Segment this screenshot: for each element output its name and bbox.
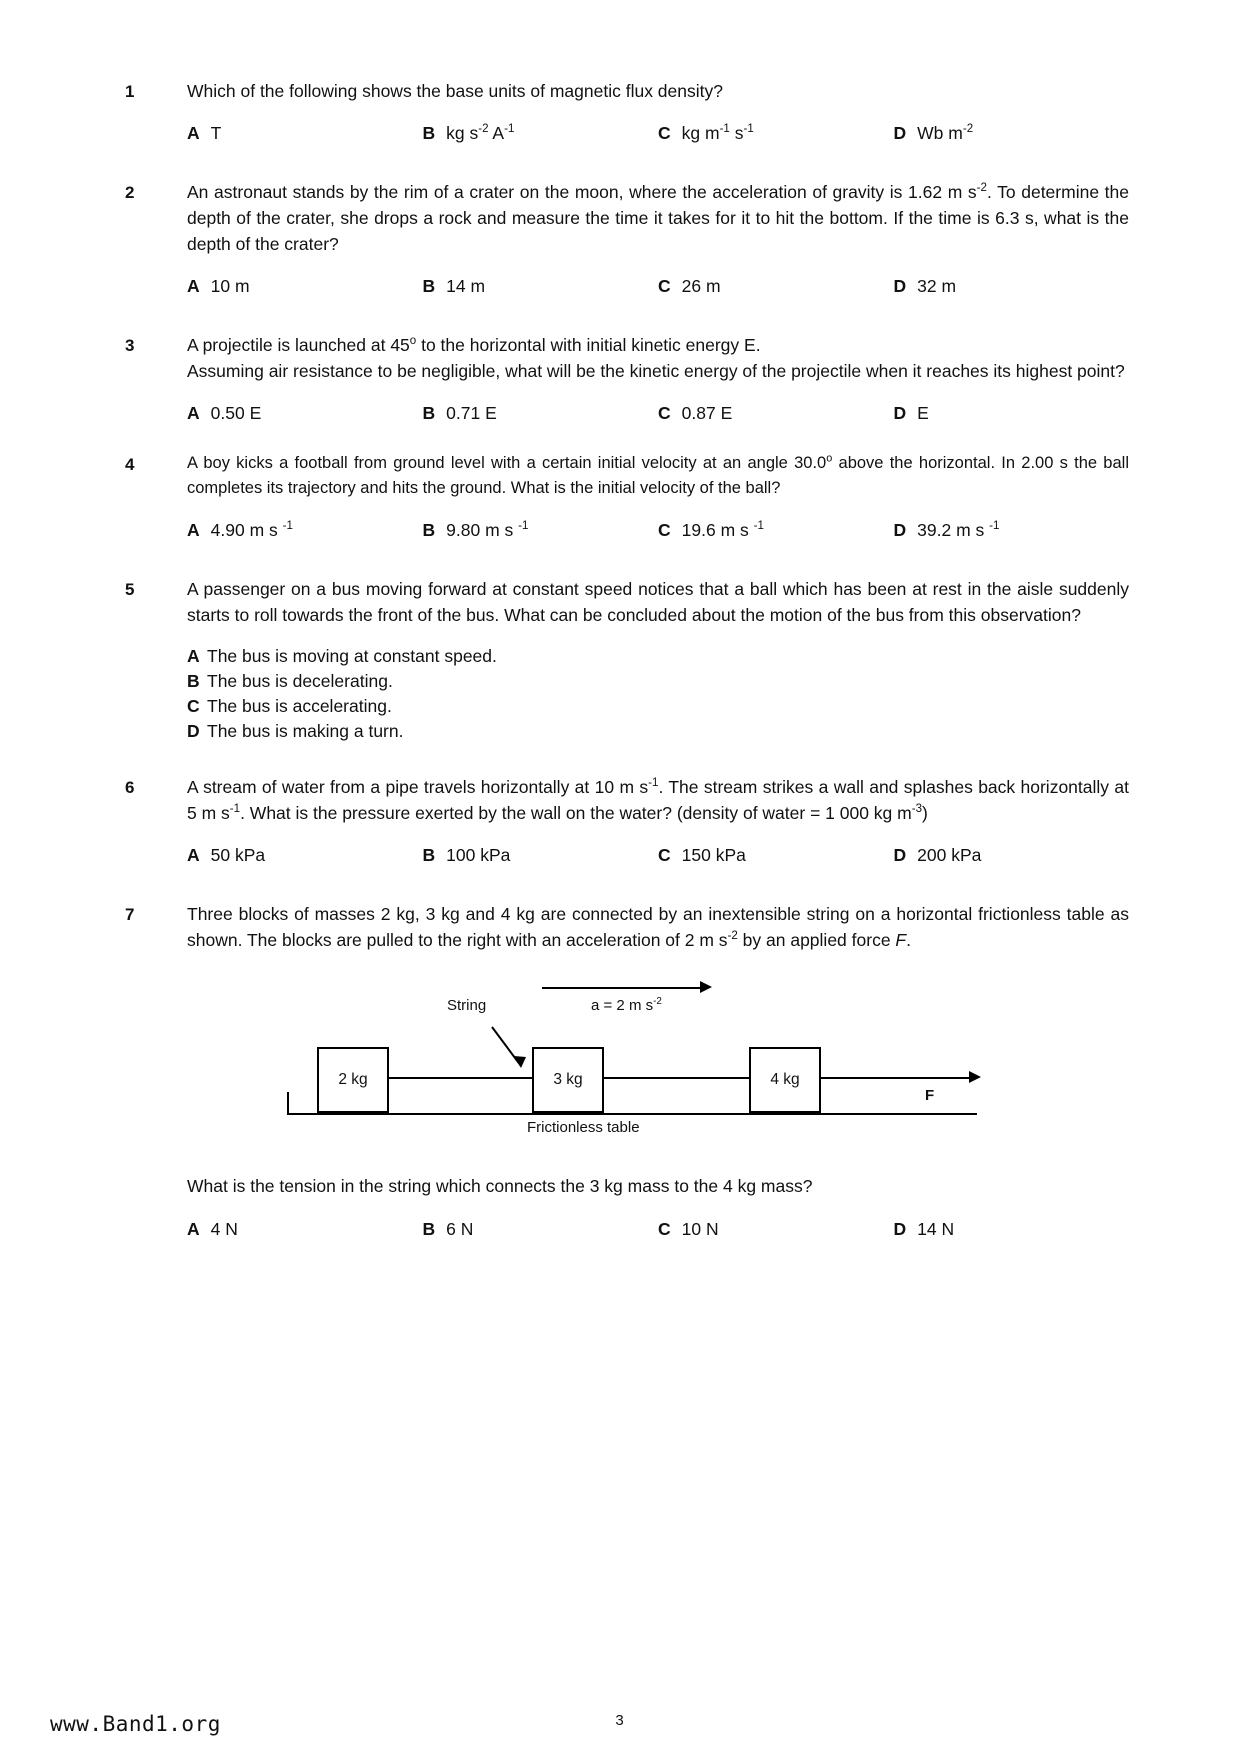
option-text: 10 N bbox=[681, 1218, 719, 1239]
option-a[interactable] bbox=[187, 121, 423, 145]
option-text: 6 N bbox=[446, 1218, 474, 1239]
option-text: 150 kPa bbox=[681, 845, 746, 865]
option-label: B bbox=[422, 123, 436, 143]
question-number: 6 bbox=[125, 778, 135, 797]
question-number: 5 bbox=[125, 580, 135, 599]
option-a[interactable] bbox=[187, 518, 423, 542]
option-b[interactable] bbox=[423, 121, 659, 145]
option-label: B bbox=[422, 1218, 436, 1239]
string-line bbox=[382, 1077, 972, 1079]
acceleration-arrow-line bbox=[542, 987, 702, 989]
option-b[interactable] bbox=[423, 274, 659, 298]
option-label: B bbox=[422, 276, 436, 296]
option-a[interactable] bbox=[187, 401, 423, 425]
option-label: A bbox=[187, 403, 200, 423]
question-number: 7 bbox=[125, 905, 135, 924]
block-4kg: 4 kg bbox=[749, 1047, 821, 1113]
question-number: 1 bbox=[125, 82, 135, 101]
option-text: 4.90 m s $^{-1}$ bbox=[210, 520, 293, 540]
force-label: F bbox=[925, 1087, 935, 1104]
page-number: 3 bbox=[615, 1712, 624, 1729]
option-label: B bbox=[422, 845, 436, 865]
table-label: Frictionless table bbox=[527, 1119, 640, 1136]
options-row bbox=[187, 121, 1129, 145]
option-label: B bbox=[422, 520, 436, 540]
option-text: 14 m bbox=[446, 276, 486, 296]
option-d[interactable] bbox=[894, 401, 1130, 425]
option-b[interactable] bbox=[187, 669, 1129, 694]
option-label: C bbox=[187, 696, 200, 716]
option-d[interactable] bbox=[894, 518, 1130, 542]
block-3kg: 3 kg bbox=[532, 1047, 604, 1113]
option-text: kg $m^{-1}$ $s^{-1}$ bbox=[681, 123, 754, 143]
option-label: A bbox=[187, 123, 200, 143]
option-text: 50 kPa bbox=[210, 845, 266, 865]
option-text: 14 N bbox=[917, 1218, 955, 1239]
question-stem: A projectile is launched at 45$^o$ to the horizontal with initial kinetic energy E. Assuming air resistance to be negligible, what will be the kinetic energy of the projectile when it reaches its highest point? bbox=[187, 335, 1125, 381]
option-label: D bbox=[893, 1218, 907, 1239]
acceleration-label: a = 2 m $s^{-2}$ bbox=[591, 996, 662, 1014]
question-1 bbox=[125, 78, 1129, 145]
option-label: C bbox=[658, 520, 671, 540]
option-text: kg $s^{-2}$ $A^{-1}$ bbox=[446, 123, 515, 143]
option-text: 9.80 m s $^{-1}$ bbox=[446, 520, 529, 540]
option-b[interactable] bbox=[423, 1217, 659, 1241]
option-label: A bbox=[187, 845, 200, 865]
question-tail: What is the tension in the string which connects the 3 kg mass to the 4 kg mass? bbox=[187, 1176, 813, 1196]
block-2kg: 2 kg bbox=[317, 1047, 389, 1113]
option-label: B bbox=[422, 403, 436, 423]
option-a[interactable] bbox=[187, 274, 423, 298]
option-label: D bbox=[893, 845, 907, 865]
question-stem: Which of the following shows the base units of magnetic flux density? bbox=[187, 81, 723, 101]
option-d[interactable] bbox=[894, 1217, 1130, 1241]
option-label: A bbox=[187, 520, 200, 540]
question-5 bbox=[125, 576, 1129, 744]
question-2 bbox=[125, 179, 1129, 298]
string-label: String bbox=[447, 997, 487, 1014]
options-row bbox=[187, 518, 1129, 542]
option-c[interactable] bbox=[187, 694, 1129, 719]
option-label: C bbox=[658, 1218, 671, 1239]
option-label: A bbox=[187, 646, 200, 666]
option-a[interactable] bbox=[187, 843, 423, 867]
option-label: D bbox=[893, 276, 907, 296]
force-arrow-head bbox=[969, 1071, 981, 1083]
question-stem: Three blocks of masses 2 kg, 3 kg and 4 kg are connected by an inextensible string on a horizontal frictionless table as shown. The blocks are pulled to the right with an acceleration of 2 m $s^{-2}$ by an applied force F. bbox=[187, 904, 1129, 950]
options-row bbox=[187, 274, 1129, 298]
option-text: 200 kPa bbox=[917, 845, 982, 865]
option-label: B bbox=[187, 671, 200, 691]
option-text: Wb $m^{-2}$ bbox=[917, 123, 974, 143]
option-text: 32 m bbox=[917, 276, 957, 296]
option-text: 0.50 E bbox=[210, 403, 262, 423]
option-c[interactable] bbox=[658, 843, 894, 867]
option-label: A bbox=[187, 276, 200, 296]
blocks-figure bbox=[187, 967, 1129, 1167]
option-d[interactable] bbox=[894, 274, 1130, 298]
options-row bbox=[187, 401, 1129, 425]
option-b[interactable] bbox=[423, 843, 659, 867]
option-label: D bbox=[187, 721, 200, 741]
table-surface-line bbox=[287, 1113, 977, 1115]
question-stem: A boy kicks a football from ground level with a certain initial velocity at an angle 30.0$^o$ above the horizontal. In 2.00 s the ball completes its trajectory and hits the ground. What is the initial velocity of the ball? bbox=[187, 452, 1129, 497]
option-text: E bbox=[917, 403, 929, 423]
question-stem: An astronaut stands by the rim of a crater on the moon, where the acceleration of gravity is 1.62 m $s^{-2}$. To determine the depth of the crater, she drops a rock and measure the time it takes for it to hit the bottom. If the time is 6.3 s, what is the depth of the crater? bbox=[187, 182, 1130, 254]
option-text: 39.2 m s $^{-1}$ bbox=[917, 520, 1000, 540]
option-text: 19.6 m s $^{-1}$ bbox=[681, 520, 764, 540]
options-row bbox=[187, 843, 1129, 867]
site-url: www.Band1.org bbox=[50, 1712, 221, 1736]
option-d[interactable] bbox=[894, 121, 1130, 145]
option-text: 4 N bbox=[210, 1218, 238, 1239]
option-label: C bbox=[658, 845, 671, 865]
option-a[interactable] bbox=[187, 644, 1129, 669]
option-d[interactable] bbox=[187, 719, 1129, 744]
option-c[interactable] bbox=[658, 274, 894, 298]
option-label: A bbox=[187, 1218, 200, 1239]
option-text: The bus is decelerating. bbox=[207, 671, 393, 691]
option-text: The bus is moving at constant speed. bbox=[207, 646, 497, 666]
option-b[interactable] bbox=[423, 401, 659, 425]
option-text: 0.87 E bbox=[681, 403, 733, 423]
option-label: C bbox=[658, 403, 671, 423]
question-number: 3 bbox=[125, 336, 135, 355]
option-text: The bus is accelerating. bbox=[207, 696, 392, 716]
question-stem: A stream of water from a pipe travels horizontally at 10 m $s^{-1}$. The stream strikes a wall and splashes back horizontally at 5 m $s^{-1}$. What is the pressure exerted by the wall on the water? (density of water = 1 000 kg $m^{-3}$) bbox=[187, 777, 1129, 823]
option-text: 100 kPa bbox=[446, 845, 511, 865]
option-label: C bbox=[658, 123, 671, 143]
acceleration-arrow-head bbox=[700, 981, 712, 993]
options-stack bbox=[187, 644, 1129, 744]
question-6 bbox=[125, 774, 1129, 867]
option-d[interactable] bbox=[894, 843, 1130, 867]
option-label: D bbox=[893, 403, 907, 423]
option-c[interactable] bbox=[658, 518, 894, 542]
option-a[interactable] bbox=[187, 1217, 423, 1241]
option-c[interactable] bbox=[658, 121, 894, 145]
question-number: 4 bbox=[125, 455, 135, 474]
question-7 bbox=[125, 901, 1129, 1241]
option-label: D bbox=[893, 123, 907, 143]
question-3 bbox=[125, 332, 1129, 425]
option-b[interactable] bbox=[423, 518, 659, 542]
option-text: 10 m bbox=[210, 276, 250, 296]
option-c[interactable] bbox=[658, 1217, 894, 1241]
question-number: 2 bbox=[125, 183, 135, 202]
option-text: T bbox=[210, 123, 222, 143]
question-4 bbox=[125, 451, 1129, 542]
option-text: 26 m bbox=[681, 276, 721, 296]
options-row bbox=[187, 1217, 1129, 1241]
option-text: The bus is making a turn. bbox=[207, 721, 404, 741]
question-stem: A passenger on a bus moving forward at constant speed notices that a ball which has been at rest in the aisle suddenly starts to roll towards the front of the bus. What can be concluded about the motion of the bus from this observation? bbox=[187, 579, 1129, 625]
table-left-edge bbox=[287, 1092, 289, 1114]
option-c[interactable] bbox=[658, 401, 894, 425]
option-label: D bbox=[893, 520, 907, 540]
option-label: C bbox=[658, 276, 671, 296]
option-text: 0.71 E bbox=[446, 403, 497, 423]
